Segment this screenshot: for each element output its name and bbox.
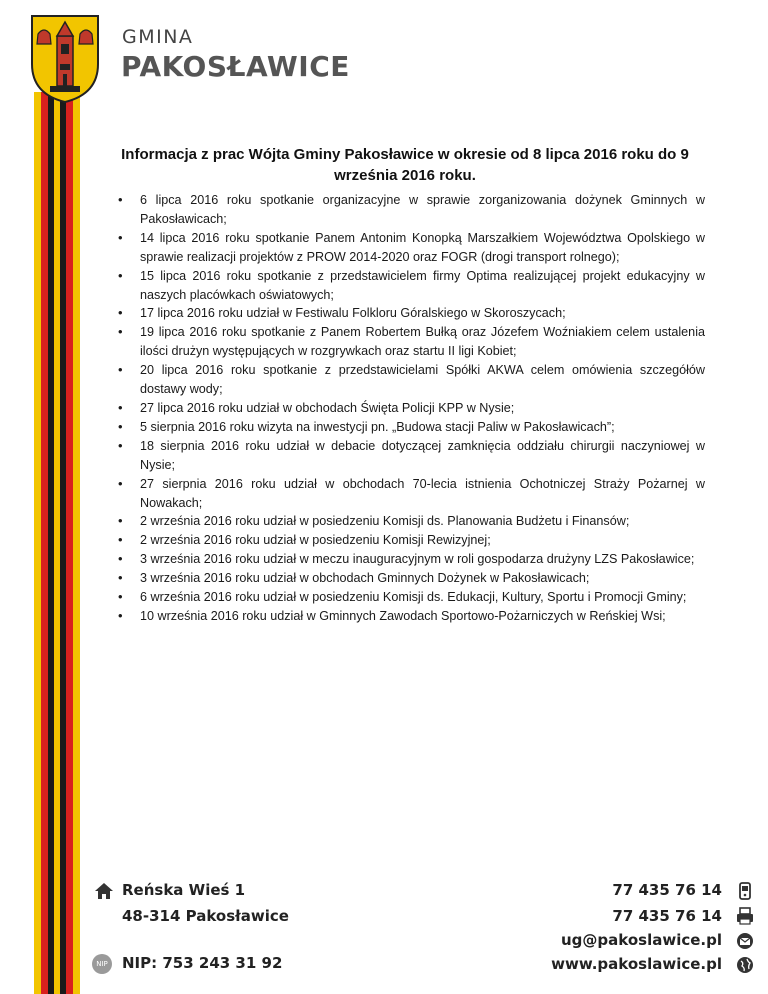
list-item: • 2 września 2016 roku udział w posiedzeniu Komisji Rewizyjnej;	[118, 531, 705, 550]
list-item: • 3 września 2016 roku udział w meczu inauguracyjnym w roli gospodarza drużyny LZS Pakosławice;	[118, 550, 705, 569]
list-item: • 6 września 2016 roku udział w posiedzeniu Komisji ds. Edukacji, Kultury, Sportu i Promocji Gminy;	[118, 588, 705, 607]
list-item: • 20 lipca 2016 roku spotkanie z przedstawicielami Spółki AKWA celem omówienia szczegółów dostawy wody;	[118, 361, 705, 399]
email-icon	[736, 932, 754, 950]
fax-icon	[736, 907, 754, 925]
stripe-yellow	[54, 92, 61, 994]
brand-name-label: PAKOSŁAWICE	[121, 50, 350, 83]
nip-number: NIP: 753 243 31 92	[122, 954, 283, 972]
phone-icon	[736, 882, 754, 900]
address-line-2: 48-314 Pakosławice	[122, 907, 289, 925]
brand-gmina-label: GMINA	[122, 26, 194, 48]
list-item: • 14 lipca 2016 roku spotkanie Panem Antonim Konopką Marszałkiem Województwa Opolskiego w sprawie realizacji projektów z PROW 2014-2020 oraz FOGR (drogi transport rolnego);	[118, 229, 705, 267]
document-title: Informacja z prac Wójta Gminy Pakosławice w okresie od 8 lipca 2016 roku do 9 września 2016 roku.	[121, 146, 689, 184]
list-item: • 19 lipca 2016 roku spotkanie z Panem Robertem Bułką oraz Józefem Woźniakiem celem ustalenia ilości drużyn występujących w rozgrywkach oraz startu II ligi Kobiet;	[118, 323, 705, 361]
list-item: • 15 lipca 2016 roku spotkanie z przedstawicielem firmy Optima realizującej projekt edukacyjny w naszych placówkach oświatowych;	[118, 267, 705, 305]
list-item: • 27 lipca 2016 roku udział w obchodach Święta Policji KPP w Nysie;	[118, 399, 705, 418]
globe-icon	[736, 956, 754, 974]
stripe-yellow	[73, 92, 80, 994]
list-item: • 2 września 2016 roku udział w posiedzeniu Komisji ds. Planowania Budżetu i Finansów;	[118, 512, 705, 531]
nip-icon: NIP	[92, 954, 112, 974]
stripe-red	[66, 92, 73, 994]
activity-list	[118, 191, 705, 626]
phone-number: 77 435 76 14	[612, 881, 722, 899]
stripe-yellow	[34, 92, 41, 994]
list-item: • 3 września 2016 roku udział w obchodach Gminnych Dożynek w Pakosławicach;	[118, 569, 705, 588]
list-item: • 27 sierpnia 2016 roku udział w obchodach 70-lecia istnienia Ochotniczej Straży Pożarnej w Nowakach;	[118, 475, 705, 513]
list-item: • 6 lipca 2016 roku spotkanie organizacyjne w sprawie zorganizowania dożynek Gminnych w Pakosławicach;	[118, 191, 705, 229]
home-icon	[94, 882, 114, 900]
website-link[interactable]: www.pakoslawice.pl	[551, 955, 722, 973]
email-link[interactable]: ug@pakoslawice.pl	[561, 931, 722, 949]
stripe-red	[41, 92, 48, 994]
address-line-1: Reńska Wieś 1	[122, 881, 246, 899]
coat-of-arms-icon	[30, 14, 100, 104]
list-item: • 5 sierpnia 2016 roku wizyta na inwestycji pn. „Budowa stacji Paliw w Pakosławicach”;	[118, 418, 705, 437]
decorative-stripes	[34, 92, 80, 994]
list-item: • 18 sierpnia 2016 roku udział w debacie dotyczącej zamknięcia oddziału chirurgii naczyniowej w Nysie;	[118, 437, 705, 475]
list-item: • 17 lipca 2016 roku udział w Festiwalu Folkloru Góralskiego w Skoroszycach;	[118, 304, 705, 323]
list-item: • 10 września 2016 roku udział w Gminnych Zawodach Sportowo-Pożarniczych w Reńskiej Wsi;	[118, 607, 705, 626]
fax-number: 77 435 76 14	[612, 907, 722, 925]
